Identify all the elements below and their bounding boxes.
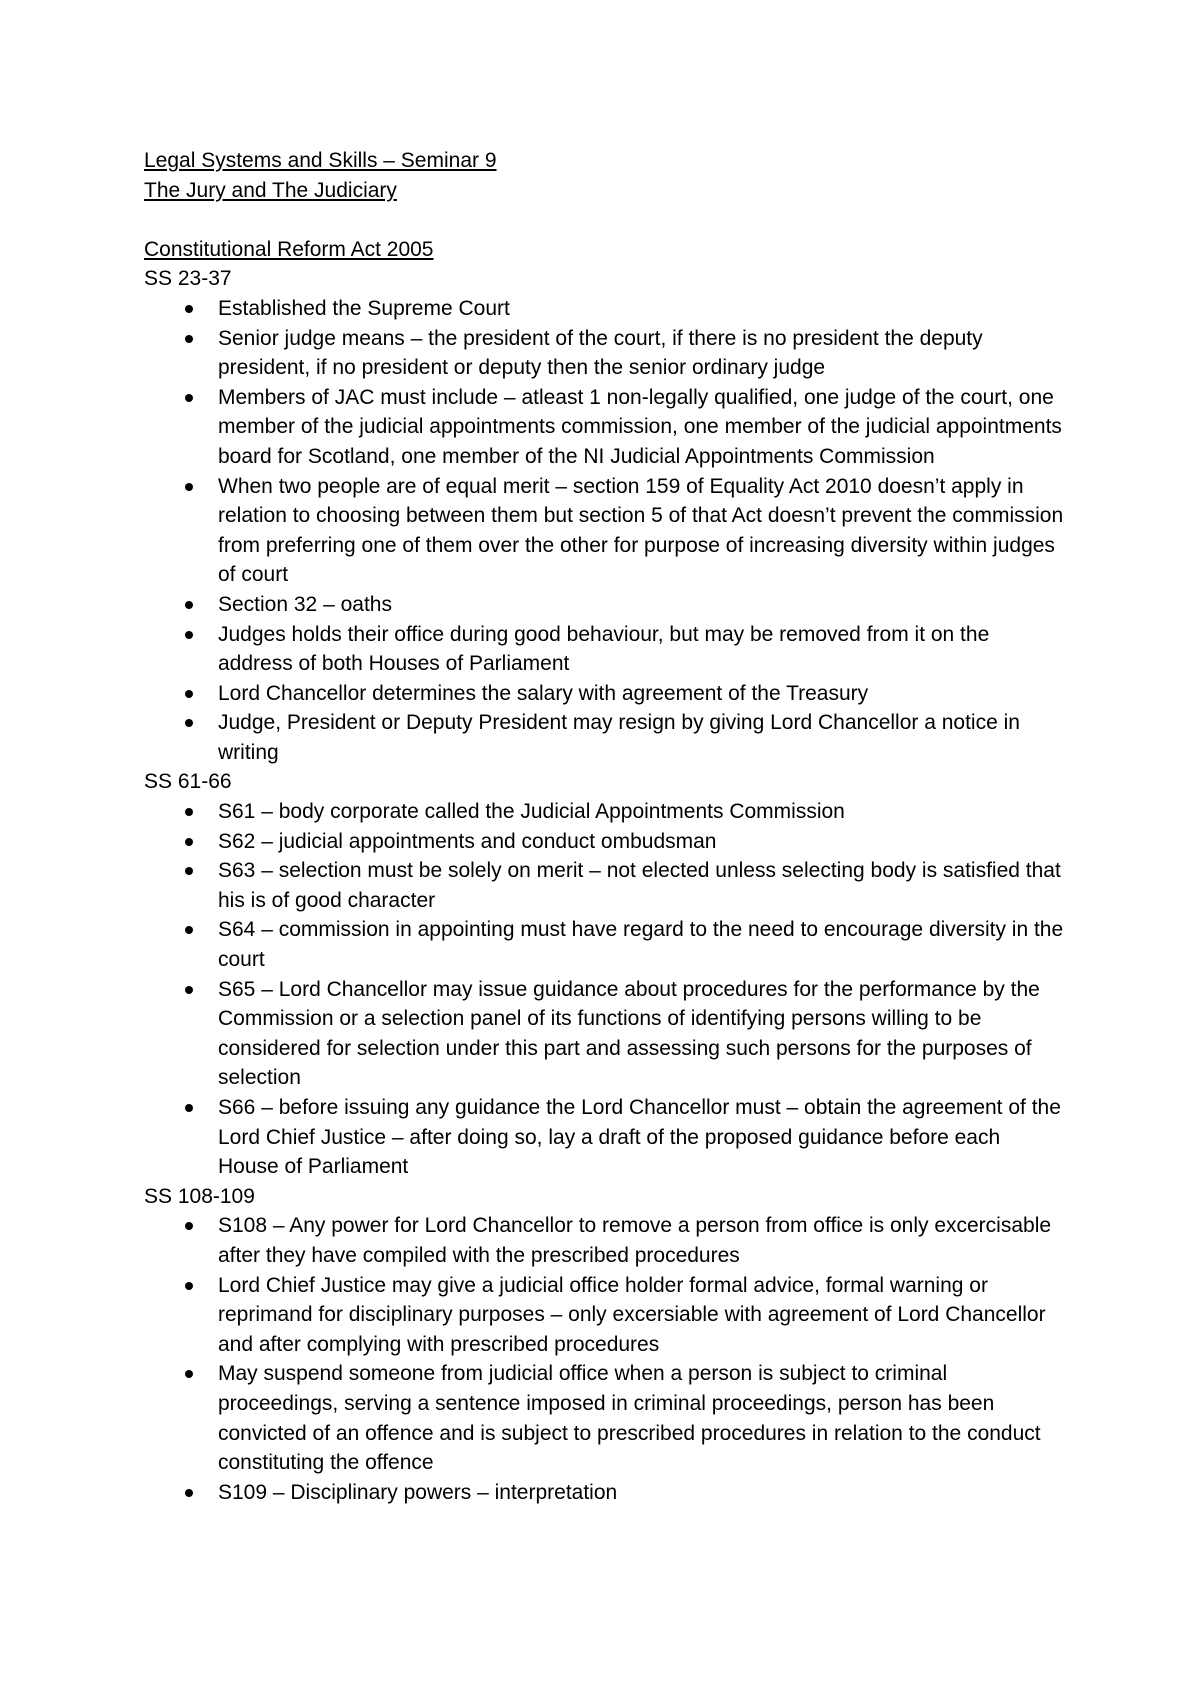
bullet-dot-icon — [185, 1104, 193, 1112]
bullet-text: Senior judge means – the president of the court, if there is no president the deputy president, if no president or deputy then the senior ordinary judge — [218, 326, 983, 380]
bullet-text: S65 – Lord Chancellor may issue guidance about procedures for the performance by the Commission or a selection panel of its functions of identifying persons willing to be considered for selection under this part and assessing such persons for the purposes of selection — [218, 977, 1040, 1090]
document-body — [144, 146, 1064, 1507]
bullet-dot-icon — [185, 1222, 193, 1230]
bullet-item — [218, 975, 1064, 1093]
bullet-text: Judges holds their office during good behaviour, but may be removed from it on the address of both Houses of Parliament — [218, 622, 990, 676]
bullet-dot-icon — [185, 483, 193, 491]
bullet-text: Members of JAC must include – atleast 1 non-legally qualified, one judge of the court, one member of the judicial appointments commission, one member of the judicial appointments board for Scotland, one member of the NI Judicial Appointments Commission — [218, 385, 1062, 468]
act-heading: Constitutional Reform Act 2005 — [144, 237, 434, 261]
bullet-dot-icon — [185, 926, 193, 934]
bullet-dot-icon — [185, 867, 193, 875]
bullet-dot-icon — [185, 601, 193, 609]
bullet-dot-icon — [185, 1282, 193, 1290]
bullet-item — [218, 797, 1064, 827]
bullet-text: When two people are of equal merit – section 159 of Equality Act 2010 doesn’t apply in relation to choosing between them but section 5 of that Act doesn’t prevent the commission from preferring one of them over the other for purpose of increasing diversity within judges of court — [218, 474, 1064, 587]
bullet-dot-icon — [185, 986, 193, 994]
bullet-text: S62 – judicial appointments and conduct ombudsman — [218, 829, 717, 853]
bullet-item — [218, 590, 1064, 620]
bullet-text: Lord Chief Justice may give a judicial office holder formal advice, formal warning or reprimand for disciplinary purposes – only excersiable with agreement of Lord Chancellor and after complying with prescribed procedures — [218, 1273, 1046, 1356]
bullet-text: S66 – before issuing any guidance the Lord Chancellor must – obtain the agreement of the Lord Chief Justice – after doing so, lay a draft of the proposed guidance before each House of Parliament — [218, 1096, 1061, 1179]
bullet-item — [218, 1211, 1064, 1270]
bullet-item — [218, 827, 1064, 857]
section-label: SS 23-37 — [144, 267, 232, 291]
section-bullet-list — [144, 797, 1064, 1182]
bullet-dot-icon — [185, 690, 193, 698]
bullet-item — [218, 620, 1064, 679]
bullet-text: S108 – Any power for Lord Chancellor to remove a person from office is only excercisable after they have compiled with the prescribed procedures — [218, 1214, 1052, 1267]
bullet-item — [218, 679, 1064, 709]
bullet-item — [218, 383, 1064, 472]
bullet-text: S64 – commission in appointing must have regard to the need to encourage diversity in the court — [218, 918, 1064, 972]
bullet-dot-icon — [185, 631, 193, 639]
bullet-text: Lord Chancellor determines the salary with agreement of the Treasury — [218, 681, 869, 705]
bullet-item — [218, 324, 1064, 383]
bullet-text: S109 – Disciplinary powers – interpretation — [218, 1480, 618, 1504]
bullet-dot-icon — [185, 808, 193, 816]
bullet-dot-icon — [185, 1489, 193, 1497]
section-label: SS 61-66 — [144, 770, 232, 794]
document-subtitle: The Jury and The Judiciary — [144, 178, 397, 202]
bullet-dot-icon — [185, 335, 193, 343]
blank-line — [144, 205, 1064, 235]
section-bullet-list — [144, 1211, 1064, 1507]
bullet-item — [218, 708, 1064, 767]
bullet-dot-icon — [185, 838, 193, 846]
bullet-item — [218, 1359, 1064, 1477]
bullet-text: Judge, President or Deputy President may resign by giving Lord Chancellor a notice in writing — [218, 711, 1020, 764]
bullet-item — [218, 1093, 1064, 1182]
bullet-item — [218, 1478, 1064, 1508]
bullet-item — [218, 1271, 1064, 1360]
bullet-text: S63 – selection must be solely on merit – not elected unless selecting body is satisfied that his is of good character — [218, 859, 1061, 912]
bullet-item — [218, 915, 1064, 974]
section-label: SS 108-109 — [144, 1184, 255, 1208]
bullet-item — [218, 294, 1064, 324]
sections-container — [144, 264, 1064, 1507]
bullet-item — [218, 856, 1064, 915]
bullet-dot-icon — [185, 1370, 193, 1378]
bullet-dot-icon — [185, 719, 193, 727]
bullet-text: Section 32 – oaths — [218, 592, 392, 616]
bullet-text: Established the Supreme Court — [218, 296, 510, 320]
bullet-text: S61 – body corporate called the Judicial Appointments Commission — [218, 800, 845, 824]
document-title: Legal Systems and Skills – Seminar 9 — [144, 149, 497, 172]
bullet-dot-icon — [185, 394, 193, 402]
bullet-text: May suspend someone from judicial office when a person is subject to criminal proceedings, serving a sentence imposed in criminal proceedings, person has been convicted of an offence and is subject to prescribed procedures in relation to the conduct constituting the offence — [218, 1362, 1041, 1475]
bullet-item — [218, 472, 1064, 590]
bullet-dot-icon — [185, 305, 193, 313]
section-bullet-list — [144, 294, 1064, 768]
